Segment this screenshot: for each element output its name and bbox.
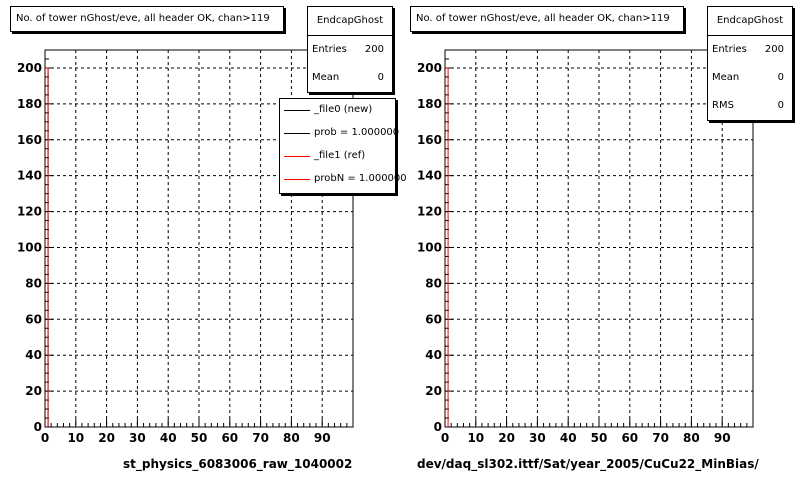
y-tick-label: 160 [16, 132, 42, 147]
y-tick-label: 80 [425, 276, 442, 291]
y-tick-label: 0 [33, 420, 42, 434]
y-tick-label: 40 [25, 348, 42, 363]
x-tick-label: 40 [159, 431, 177, 445]
x-tick-label: 20 [98, 431, 115, 445]
x-tick-label: 90 [713, 431, 731, 445]
stats-entries-value: 200 [364, 44, 384, 55]
legend-entry-ref [280, 146, 392, 166]
x-tick-label: 60 [621, 431, 639, 445]
y-tick-label: 20 [25, 384, 42, 399]
stats-mean-label: Mean [712, 72, 740, 83]
y-tick-label: 0 [433, 420, 442, 434]
x-tick-label: 90 [313, 431, 331, 445]
y-tick-label: 40 [425, 348, 442, 363]
stats-row-mean [708, 64, 792, 92]
x-tick-label: 80 [683, 431, 700, 445]
stats-name: EndcapGhost [708, 7, 792, 36]
x-tick-label: 50 [590, 431, 608, 445]
legend-swatch-black [284, 133, 310, 134]
y-tick-label: 80 [25, 276, 42, 291]
y-tick-label: 100 [416, 240, 442, 255]
legend-swatch-red [284, 179, 310, 180]
x-tick-label: 30 [129, 431, 146, 445]
file-label: dev/daq_sl302.ittf/Sat/year_2005/CuCu22_MinBias/ [417, 457, 759, 471]
stats-name: EndcapGhost [308, 7, 392, 36]
stats-box [707, 6, 793, 121]
legend [279, 98, 407, 194]
legend-label: _file0 (new) [314, 104, 373, 115]
histogram-pad-right [400, 0, 800, 480]
histogram-title: No. of tower nGhost/eve, all header OK, chan>119 [10, 6, 284, 32]
stats-mean-label: Mean [312, 72, 340, 83]
y-tick-label: 140 [16, 168, 42, 183]
stats-mean-value: 0 [377, 72, 384, 83]
x-tick-label: 70 [252, 431, 269, 445]
stats-rms-value: 0 [777, 100, 784, 111]
y-tick-label: 180 [16, 96, 42, 111]
x-tick-label: 0 [40, 431, 50, 445]
legend-entry-prob [280, 123, 400, 143]
x-tick-label: 80 [283, 431, 300, 445]
x-tick-label: 10 [467, 431, 485, 445]
legend-label: probN = 1.000000 [314, 173, 407, 184]
stats-row-entries [308, 36, 392, 64]
stats-entries-label: Entries [712, 44, 747, 55]
y-tick-label: 60 [425, 312, 442, 327]
y-tick-label: 200 [16, 60, 42, 75]
legend-swatch-red [284, 156, 310, 157]
y-tick-label: 120 [416, 204, 442, 219]
stats-mean-value: 0 [777, 72, 784, 83]
file-label: st_physics_6083006_raw_1040002 [123, 457, 353, 471]
y-tick-label: 100 [16, 240, 42, 255]
histogram-title: No. of tower nGhost/eve, all header OK, chan>119 [410, 6, 684, 32]
legend-entry-new [280, 100, 392, 120]
y-tick-label: 140 [416, 168, 442, 183]
stats-rms-label: RMS [712, 100, 734, 111]
legend-swatch-black [284, 110, 310, 111]
stats-entries-label: Entries [312, 44, 347, 55]
x-tick-label: 10 [67, 431, 85, 445]
x-tick-label: 0 [440, 431, 450, 445]
x-tick-label: 40 [559, 431, 577, 445]
x-tick-label: 20 [498, 431, 515, 445]
y-tick-label: 120 [16, 204, 42, 219]
stats-entries-value: 200 [764, 44, 784, 55]
legend-entry-probn [280, 169, 407, 189]
y-tick-label: 180 [416, 96, 442, 111]
stats-row-entries [708, 36, 792, 64]
stats-row-rms [708, 92, 792, 120]
y-tick-label: 200 [416, 60, 442, 75]
legend-label: prob = 1.000000 [314, 127, 400, 138]
x-tick-label: 70 [652, 431, 669, 445]
y-tick-label: 60 [25, 312, 42, 327]
legend-label: _file1 (ref) [314, 150, 366, 161]
x-tick-label: 60 [221, 431, 239, 445]
stats-box [307, 6, 393, 93]
x-tick-label: 30 [529, 431, 546, 445]
y-tick-label: 20 [425, 384, 442, 399]
stats-row-mean [308, 64, 392, 92]
x-tick-label: 50 [190, 431, 208, 445]
y-tick-label: 160 [416, 132, 442, 147]
